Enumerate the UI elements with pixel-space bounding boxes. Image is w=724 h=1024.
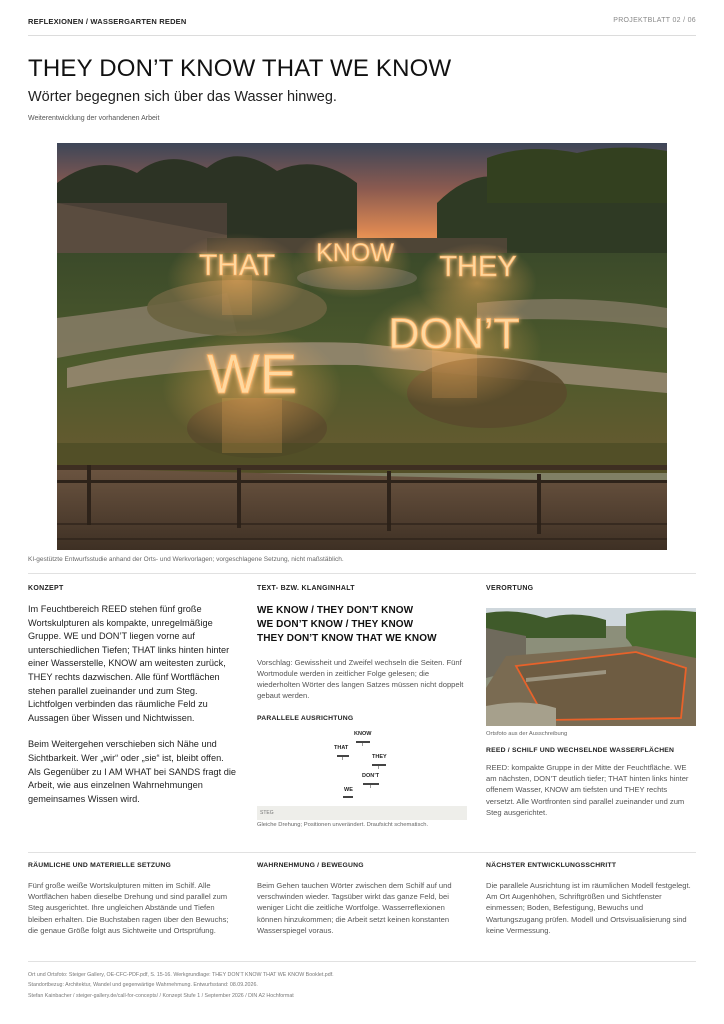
site-photo <box>486 608 696 726</box>
plan-caption: Gleiche Drehung; Positionen unverändert. Draufsicht schematisch. <box>257 822 429 829</box>
hero-word-that: THAT <box>198 249 276 282</box>
divider <box>28 573 696 574</box>
divider <box>28 961 696 962</box>
page-subtitle: Wörter begegnen sich über das Wasser hinweg. <box>28 89 337 105</box>
hero-caption: KI-gestützte Entwurfsstudie anhand der Orts- und Werkvorlagen; vorgeschlagene Setzung, nicht maßstäblich. <box>28 556 344 563</box>
text-content-body: Vorschlag: Gewissheit und Zweifel wechseln die Seiten. Fünf Wortmodule werden in zeitlicher Folge gelesen; die wiederholten Wörter des langen Satzes müssen nicht doppelt gebaut werden. <box>257 657 464 701</box>
development-note: Weiterentwicklung der vorhandenen Arbeit <box>28 115 160 122</box>
site-photo-image <box>486 608 696 726</box>
plan-bar-they <box>372 764 386 765</box>
plan-word-know: KNOW <box>354 731 372 738</box>
plan-bar-that <box>337 755 349 756</box>
plan-tick-that <box>342 757 343 760</box>
hero-word-know: KNOW <box>316 239 394 267</box>
series-label: REFLEXIONEN / WASSERGARTEN REDEN <box>28 17 187 26</box>
text-line-3: THEY DON’T KNOW THAT WE KNOW <box>257 633 437 645</box>
footer-line-1: Ort und Ortsfoto: Steiger Gallery, OE-CFC-PDF.pdf, S. 15-16. Werkgrundlage: THEY DON’T KNOW THAT WE KNOW Booklet.pdf. <box>28 972 334 978</box>
parallel-heading: PARALLELE AUSRICHTUNG <box>257 715 354 723</box>
hero-visualization <box>57 143 667 550</box>
sheet-number: PROJEKTBLATT 02 / 06 <box>613 17 696 24</box>
site-photo-caption: Ortsfoto aus der Ausschreibung <box>486 731 568 737</box>
hero-word-they: THEY <box>439 251 517 283</box>
perception-text: Beim Gehen tauchen Wörter zwischen dem Schilf auf und verschwinden wieder. Tagsüber wirkt das ganze Feld, bei weniger Licht die zeitliche Wortfolge. Wasserreflexionen können hinzukommen; die Arbeit setzt keinen konstanten Wasserspiegel voraus. <box>257 881 452 935</box>
location-subheading: REED / SCHILF UND WECHSELNDE WASSERFLÄCHEN <box>486 747 675 754</box>
text-line-2: WE DON’T KNOW / THEY KNOW <box>257 619 414 631</box>
plan-tick-dont <box>370 785 371 788</box>
concept-paragraph-2: Beim Weitergehen verschieben sich Nähe und Sichtbarkeit. Wer „wir“ oder „sie“ ist, bleibt offen. Als Gegenüber zu I AM WHAT bei SANDS fragt die Arbeit, wie aus einzelnen Wahrnehmungen gemeinsames Wissen wird. <box>28 739 236 804</box>
plan-word-dont: DON’T <box>362 773 380 780</box>
footer-line-3: Stefan Kainbacher / steiger-gallery.de/call-for-concepts/ / Konzept Stufe 1 / September 2026 / DIN A2 Hochformat <box>28 992 294 999</box>
location-section <box>486 585 696 818</box>
location-heading: VERORTUNG <box>486 585 534 592</box>
divider <box>28 852 696 853</box>
plan-word-we: WE <box>344 787 353 794</box>
plan-word-they: THEY <box>372 754 387 761</box>
next-step-section <box>486 862 696 936</box>
text-content-section <box>257 585 467 828</box>
footer-line-2: Standortbezug: Architektur, Wandel und gegenwärtige Wahrnehmung. Entwurfsstand: 08.09.2026. <box>28 982 258 989</box>
concept-text <box>28 603 238 806</box>
hero-word-we: WE <box>206 342 298 405</box>
plan-word-that: THAT <box>334 745 349 752</box>
perception-heading: WAHRNEHMUNG / BEWEGUNG <box>257 862 364 869</box>
location-body: REED: kompakte Gruppe in der Mitte der Feuchtfläche. WE am nächsten, DON’T deutlich tiefer; THAT hinten links hinter offenem Wasser, KNOW am tiefsten und THEY rechts versetzt. Alle Wortfronten sind parallel zueinander und zum Steg ausgerichtet. <box>486 763 689 817</box>
header-bar <box>28 14 696 36</box>
plan-bar-dont <box>363 783 379 784</box>
next-step-heading: NÄCHSTER ENTWICKLUNGSSCHRITT <box>486 862 617 869</box>
text-content-heading: TEXT- BZW. KLANGINHALT <box>257 585 355 592</box>
footer <box>28 970 334 1001</box>
plan-bar-know <box>356 741 370 742</box>
concept-heading: KONZEPT <box>28 585 64 592</box>
plan-tick-know <box>362 743 363 746</box>
text-line-1: WE KNOW / THEY DON’T KNOW <box>257 605 414 616</box>
spatial-section <box>28 862 238 936</box>
spatial-heading: RÄUMLICHE UND MATERIELLE SETZUNG <box>28 862 171 869</box>
perception-section <box>257 862 467 936</box>
hero-word-dont: DON’T <box>388 310 520 358</box>
text-lines <box>257 604 467 647</box>
steg-wrapper <box>257 806 467 820</box>
page-title: THEY DON’T KNOW THAT WE KNOW <box>28 55 452 82</box>
next-step-text: Die parallele Ausrichtung ist im räumlichen Modell festgelegt. Am Ort Augenhöhen, Schriftgrößen und Sichtfenster einmessen; Boden, Befestigung, Bewuchs und Wartungszugang prüfen. Modell und Ortsvisualisierung sind keine Vermessung. <box>486 881 691 935</box>
hero-scene <box>57 143 667 550</box>
spatial-text: Fünf große weiße Wortskulpturen mitten im Schilf. Alle Wortflächen haben dieselbe Drehung und sind parallel zum Steg ausgerichtet. Ihre ungleichen Abstände und Tiefen bleiben erhalten. Die Buchstaben ragen über den Bewuchs; die genaue Größe folgt aus Sichtweite und Ortsprüfung. <box>28 881 229 935</box>
plan-tick-they <box>378 766 379 769</box>
plan-bar-we <box>343 796 353 797</box>
concept-section <box>28 585 238 806</box>
parallel-plan-diagram <box>257 728 467 804</box>
concept-paragraph-1: Im Feuchtbereich REED stehen fünf große Wortskulpturen als kompakte, unregelmäßige Gruppe. WE und DON’T liegen vorne auf unterschiedlichen Tiefen; THAT links hinten hinter einer Wasserstelle, KNOW am weitesten zurück, THEY rechts dazwischen. Alle fünf Wortflächen stehen parallel zueinander und zum Steg. Lichtfolgen verbinden das räumliche Feld zu Aussagen über Wissen und Nichtwissen. <box>28 604 230 723</box>
steg-bar: STEG <box>257 806 467 820</box>
